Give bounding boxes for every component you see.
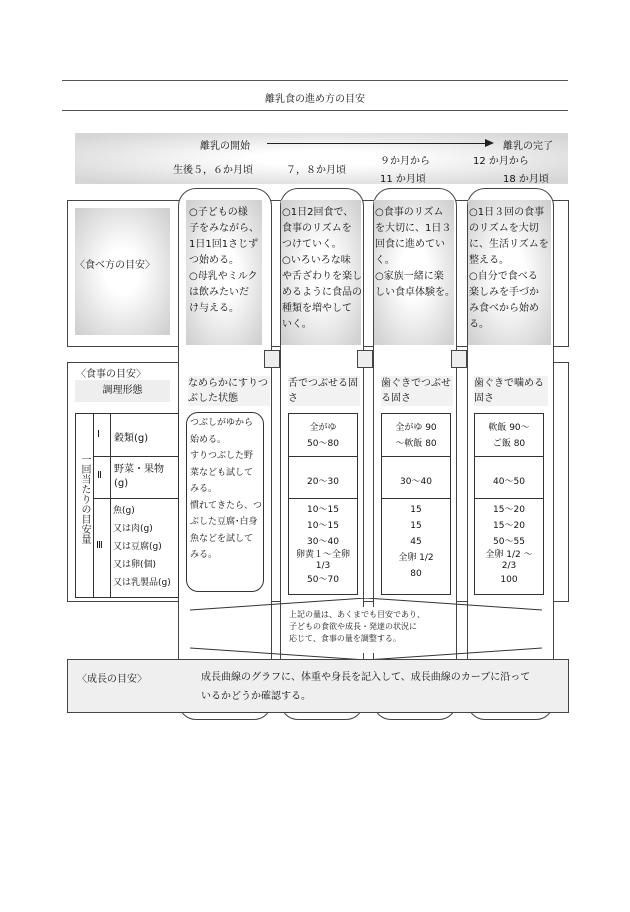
stage-label: ９か月から [380,156,430,167]
group-num: Ⅱ [97,470,102,481]
first-stage-note: つぶしがゆから 始める。 すりつぶした野 菜なども試して みる。 慣れてきたら、つ ぶした豆腐･白身 魚などを試して みる。 [186,412,264,592]
page-title: 離乳食の進め方の目安 [265,94,365,105]
eating-text-2: ○1日2回食で、 食事のリズムを つけていく。 ○いろいろな味 や舌ざわりを楽し めるように食品の 種類を増やして いく。 [281,200,361,345]
group-item: 穀類(g) [114,433,149,444]
amount-label: 一回当たりの目安量 [79,454,90,544]
stage-label: ７，８か月頃 [286,165,346,176]
group-num: Ⅲ [96,540,103,551]
eating-text-4: ○1日３回の食事 のリズムを大切 に、生活リズムを 整える。 ○自分で食べる 楽しみを手づか み食べから始め る。 [468,200,551,345]
group-num: Ⅰ [97,429,100,440]
amount-label-table: 一回当たりの目安量 Ⅰ 穀類(g) Ⅱ 野菜・果物(g) Ⅲ 魚(g) 又は肉(g) 又は豆腐(g) 又は卵(個) 又は乳製品(g) [75,413,179,598]
adjustment-note: 上記の量は、あくまでも目安であり、 子どもの食欲や成長・発達の状況に 応じて、食事の量を調整する。 [287,607,443,653]
cooking-label: 調理形態 [75,380,170,402]
next-arrow-icon [357,350,373,368]
cooking-2: 舌でつぶせる固さ [288,378,358,404]
divider [62,110,568,111]
amount-table-2: 全がゆ 50～80 20～30 10～15 10～15 30～40 卵黄１～全卵 1/3 50～70 [288,413,358,595]
eating-text-1: ○子どもの様 子をみながら、 1日1回1さじず つ始める。 ○母乳やミルク は飲みたいだ け与える。 [186,200,262,345]
eating-label-box [75,208,170,335]
arrow-head-icon [485,139,494,147]
amount-table-4: 軟飯 90～ ご飯 80 40～50 15～20 15～20 50～55 全卵 1/2 ～2/3 100 [474,413,544,595]
timeline-arrow [267,143,487,144]
next-arrow-icon [451,350,467,368]
group-item: 野菜・果物(g) [114,464,164,489]
stage-label: 18 か月頃 [503,174,549,185]
next-arrow-icon [264,350,280,368]
stage-label: 生後５，６か月頃 [173,165,253,176]
growth-section [67,659,569,713]
cooking-4: 歯ぐきで噛める固さ [474,376,548,406]
divider [62,80,568,81]
cooking-1: なめらかにすりつぶした状態 [188,378,268,404]
timeline-band [75,133,568,184]
stage-label: 11 か月頃 [380,174,426,185]
timeline-end: 離乳の完了 [503,141,553,152]
eating-label: 〈食べ方の目安〉 [75,260,155,271]
stage-label: 12 か月から [473,156,529,167]
amount-table-3: 全がゆ 90 ～軟飯 80 30～40 15 15 45 全卵 1/2 80 [381,413,451,595]
growth-label: 〈成長の目安〉 [77,674,147,685]
cooking-3: 歯ぐきでつぶせる固さ [381,378,451,404]
growth-text: 成長曲線のグラフに、体重や身長を記入して、成長曲線のカーブに沿って いるかどうか確認する。 [201,672,531,702]
timeline-start: 離乳の開始 [200,141,250,152]
eating-text-3: ○食事のリズム を大切に、1日３ 回食に進めてい く。 ○家族一緒に楽 しい食卓体験を。 [374,200,454,345]
meal-label: 〈食事の目安〉 [76,369,146,380]
